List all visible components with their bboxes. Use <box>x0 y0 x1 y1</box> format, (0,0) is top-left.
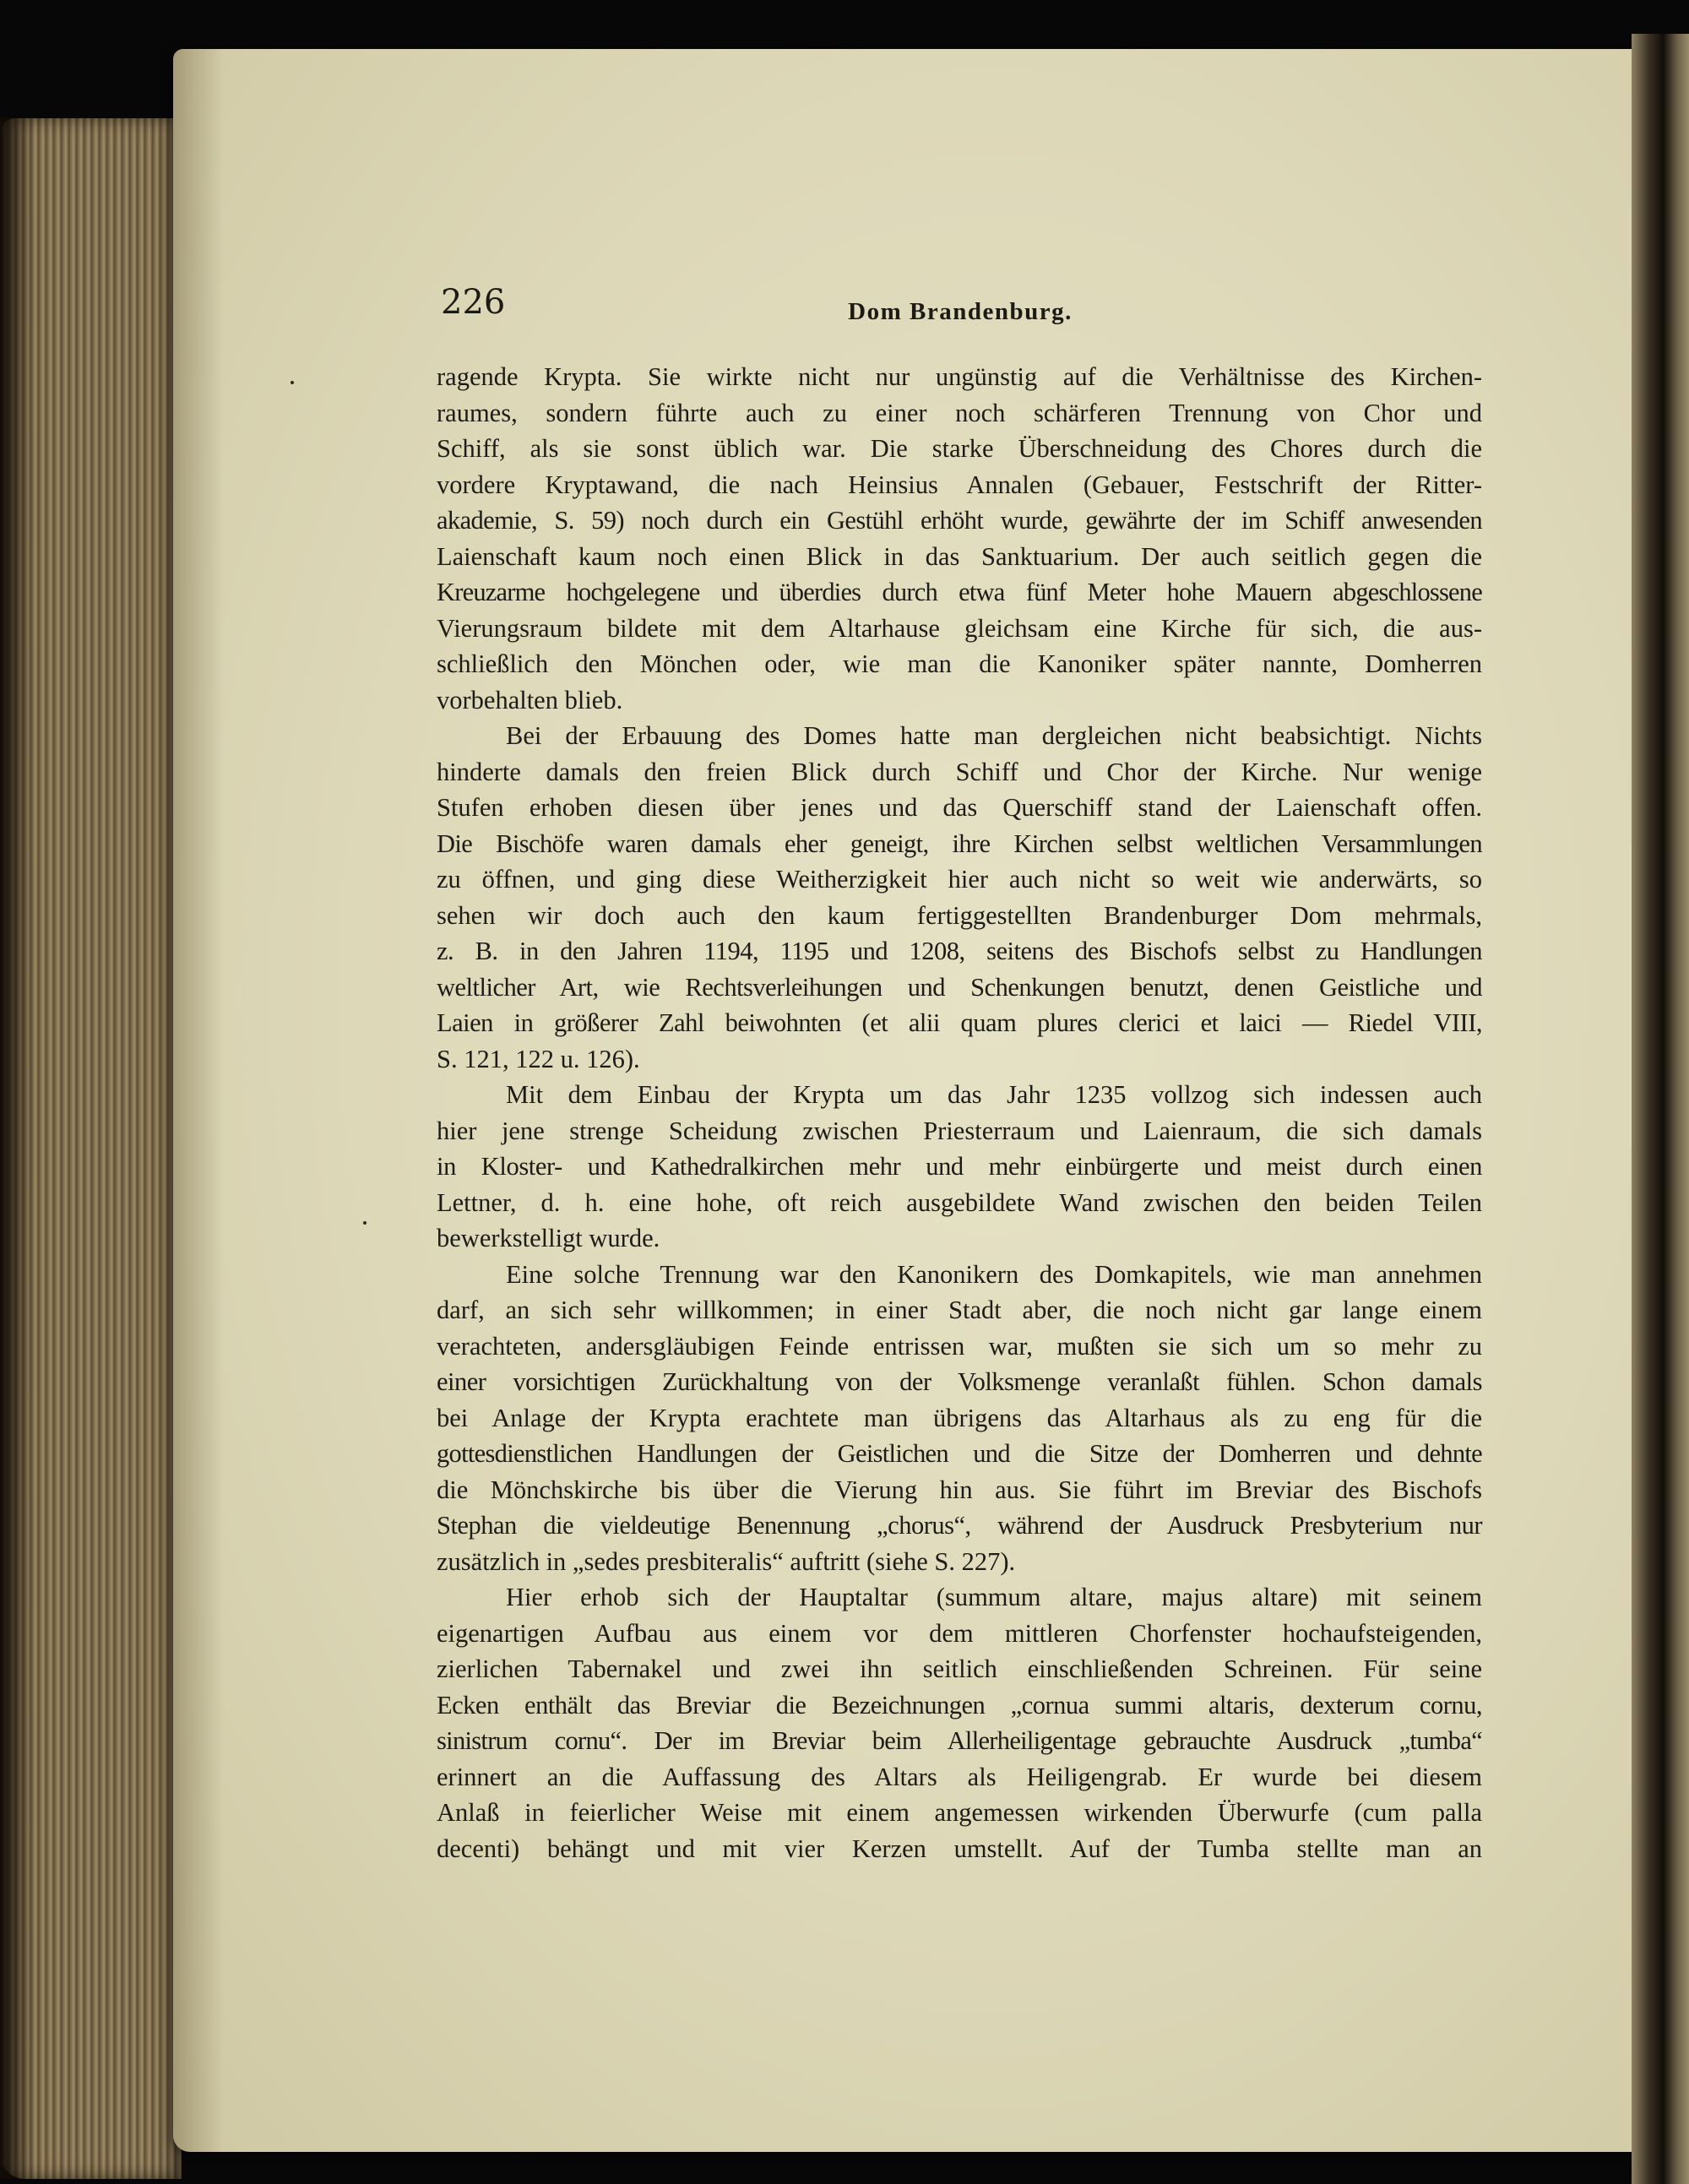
text-line: z. B. in den Jahren 1194, 1195 und 1208, seitens des Bischofs selbst zu Handlungen <box>437 937 1482 965</box>
text-line: ragende Krypta. Sie wirkte nicht nur ungünstig auf die Verhältnisse des Kirchen- <box>437 362 1482 391</box>
text-line: Anlaß in feierlicher Weise mit einem angemessen wirkenden Überwurfe (cum palla <box>437 1798 1482 1827</box>
text-line: Laien in größerer Zahl beiwohnten (et alii quam plures clerici et laici — Riedel VIII, <box>437 1008 1482 1037</box>
page-number: 226 <box>441 283 506 322</box>
ink-speck <box>363 1221 367 1225</box>
text-line: Stephan die vieldeutige Benennung „chorus“, während der Ausdruck Presbyterium nur <box>437 1511 1482 1540</box>
text-line: vorbehalten blieb. <box>437 685 623 714</box>
paragraph-4 <box>437 1257 1482 1580</box>
text-line: Laienschaft kaum noch einen Blick in das Sanktuarium. Der auch seitlich gegen die <box>437 541 1482 571</box>
text-line: darf, an sich sehr willkommen; in einer Stadt aber, die noch nicht gar lange einem <box>437 1296 1482 1324</box>
text-line: zierlichen Tabernakel und zwei ihn seitlich einschließenden Schreinen. Für seine <box>437 1654 1482 1683</box>
text-line: eigenartigen Aufbau aus einem vor dem mittleren Chorfenster hochaufsteigenden, <box>437 1618 1482 1648</box>
text-line: weltlicher Art, wie Rechtsverleihungen und Schenkungen benutzt, denen Geistliche und <box>437 972 1482 1002</box>
paragraph-1 <box>437 359 1482 718</box>
text-line: in Kloster- und Kathedralkirchen mehr und mehr einbürgerte und meist durch einen <box>437 1152 1482 1181</box>
text-line: bei Anlage der Krypta erachtete man übrigens das Altarhaus als zu eng für die <box>437 1403 1482 1432</box>
text-line: Eine solche Trennung war den Kanonikern des Domkapitels, wie man annehmen <box>506 1259 1482 1289</box>
book-gutter <box>1632 34 1689 2184</box>
text-line: Die Bischöfe waren damals eher geneigt, ihre Kirchen selbst weltlichen Versammlungen <box>437 829 1482 858</box>
text-line: verachteten, andersgläubigen Feinde entrissen war, mußten sie sich um so mehr zu <box>437 1331 1482 1361</box>
ink-speck <box>291 381 294 384</box>
text-line: Schiff, als sie sonst üblich war. Die starke Überschneidung des Chores durch die <box>437 434 1482 463</box>
paragraph-3 <box>437 1077 1482 1257</box>
text-line: Stufen erhoben diesen über jenes und das Querschiff stand der Laienschaft offen. <box>437 793 1482 822</box>
paragraph-2 <box>437 718 1482 1077</box>
text-line: gottesdienstlichen Handlungen der Geistlichen und die Sitze der Domherren und dehnte <box>437 1439 1482 1468</box>
text-line: hinderte damals den freien Blick durch Schiff und Chor der Kirche. Nur wenige <box>437 757 1482 786</box>
page-header <box>441 283 1480 334</box>
text-line: Ecken enthält das Breviar die Bezeichnungen „cornua summi altaris, dexterum cornu, <box>437 1690 1482 1719</box>
text-line: sinistrum cornu“. Der im Breviar beim Allerheiligentage gebrauchte Ausdruck „tumba“ <box>437 1726 1482 1755</box>
text-line: Vierungsraum bildete mit dem Altarhause gleichsam eine Kirche für sich, die aus- <box>437 613 1482 643</box>
text-line: Bei der Erbauung des Domes hatte man dergleichen nicht beabsichtigt. Nichts <box>506 721 1482 750</box>
text-line: vordere Kryptawand, die nach Heinsius Annalen (Gebauer, Festschrift der Ritter- <box>437 470 1482 499</box>
body-text <box>437 359 1482 1866</box>
text-line: Hier erhob sich der Hauptaltar (summum altare, majus altare) mit seinem <box>506 1583 1482 1611</box>
text-line: schließlich den Mönchen oder, wie man die Kanoniker später nannte, Domherren <box>437 649 1482 678</box>
text-line: bewerkstelligt wurde. <box>437 1224 660 1252</box>
text-line: Kreuzarme hochgelegene und überdies durch etwa fünf Meter hohe Mauern abgeschlossene <box>437 578 1482 606</box>
text-line: die Mönchskirche bis über die Vierung hin aus. Sie führt im Breviar des Bischofs <box>437 1475 1482 1504</box>
text-line: hier jene strenge Scheidung zwischen Priesterraum und Laienraum, die sich damals <box>437 1116 1482 1145</box>
text-line: sehen wir doch auch den kaum fertiggestellten Brandenburger Dom mehrmals, <box>437 900 1482 930</box>
text-line: einer vorsichtigen Zurückhaltung von der Volksmenge veranlaßt fühlen. Schon damals <box>437 1367 1482 1396</box>
text-line: erinnert an die Auffassung des Altars als Heiligengrab. Er wurde bei diesem <box>437 1762 1482 1791</box>
paragraph-5 <box>437 1579 1482 1866</box>
text-line: zusätzlich in „sedes presbiteralis“ auftritt (siehe S. 227). <box>437 1546 1016 1576</box>
text-line: Mit dem Einbau der Krypta um das Jahr 1235 vollzog sich indessen auch <box>506 1080 1482 1109</box>
text-line: akademie, S. 59) noch durch ein Gestühl erhöht wurde, gewährte der im Schiff anwesenden <box>437 506 1482 535</box>
text-line: Lettner, d. h. eine hohe, oft reich ausgebildete Wand zwischen den beiden Teilen <box>437 1187 1482 1217</box>
page-edge-shadow <box>0 118 34 2179</box>
text-line: zu öffnen, und ging diese Weitherzigkeit hier auch nicht so weit wie anderwärts, so <box>437 865 1482 894</box>
running-head: Dom Brandenburg. <box>848 298 1073 325</box>
text-line: decenti) behängt und mit vier Kerzen umstellt. Auf der Tumba stellte man an <box>437 1834 1482 1863</box>
page-shade <box>173 49 224 2152</box>
text-line: raumes, sondern führte auch zu einer noch schärferen Trennung von Chor und <box>437 398 1482 427</box>
text-line: S. 121, 122 u. 126). <box>437 1044 640 1073</box>
